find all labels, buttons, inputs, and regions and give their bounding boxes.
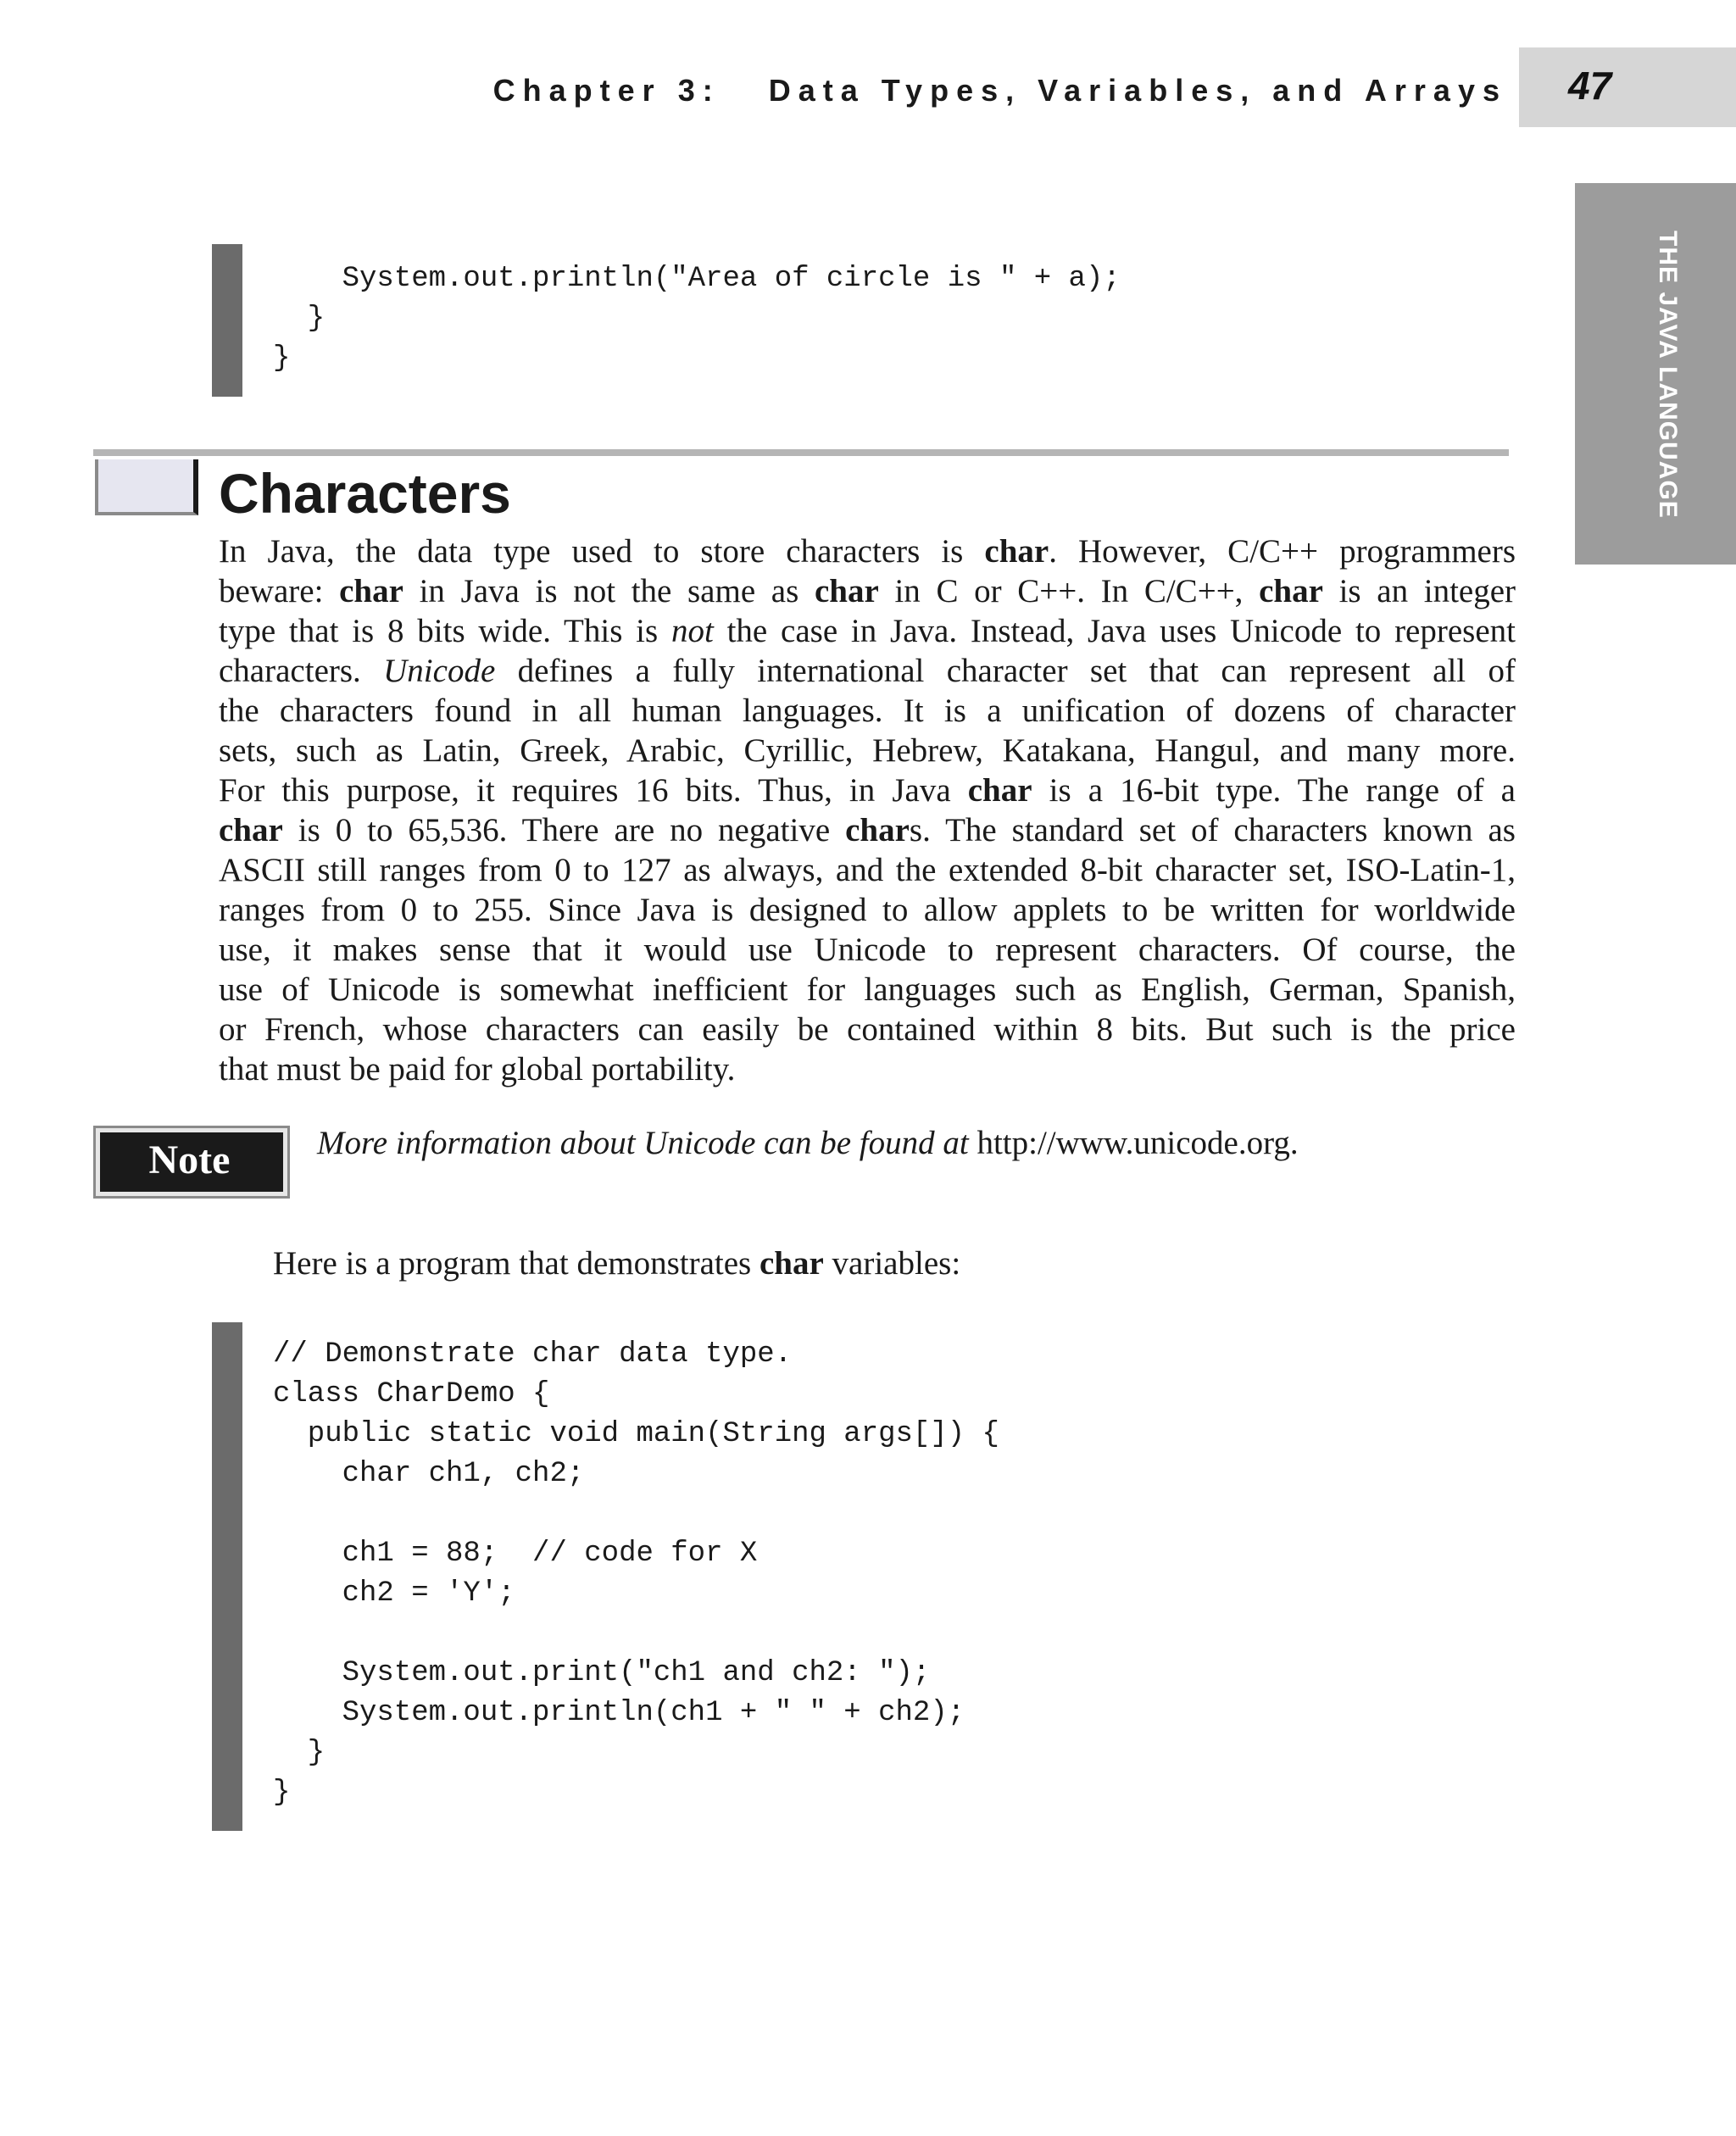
- text-run: type that is 8 bits wide. This is: [219, 613, 671, 649]
- code-bottom-line: }: [273, 1737, 326, 1769]
- page-number: 47: [1568, 64, 1612, 108]
- paragraph-line: [219, 571, 1516, 611]
- code-bottom-line: }: [273, 1777, 291, 1809]
- text-run: sets, such as Latin, Greek, Arabic, Cyrillic, Hebrew, Katakana, Hangul, and many more.: [219, 732, 1516, 769]
- code-bottom-line: System.out.println(ch1 + " " + ch2);: [273, 1697, 965, 1729]
- note-url: http://www.unicode.org.: [976, 1125, 1299, 1161]
- text-run: the characters found in all human languages. It is a unification of dozens of character: [219, 693, 1516, 729]
- section-paragraph: [219, 531, 1516, 1089]
- code-bottom-line: class CharDemo {: [273, 1378, 550, 1410]
- text-run: use, it makes sense that it would use Unicode to represent characters. Of course, the: [219, 932, 1516, 968]
- keyword: char: [219, 812, 283, 848]
- text-run: is 0 to 65,536. There are no negative: [282, 812, 846, 848]
- paragraph-line: [219, 531, 1516, 571]
- text-run: ASCII still ranges from 0 to 127 as always, and the extended 8-bit character set, ISO-Latin-1,: [219, 852, 1516, 888]
- code-top-line: System.out.println("Area of circle is " + a);: [273, 263, 1121, 295]
- note-badge: [93, 1126, 290, 1199]
- text-run: is an integer: [1322, 573, 1516, 609]
- paragraph-line: [219, 850, 1516, 890]
- code-block-bottom: [273, 1335, 999, 1813]
- paragraph-line: [219, 930, 1516, 970]
- side-tab: [1575, 183, 1736, 565]
- text-run: in Java is not the same as: [403, 573, 815, 609]
- intro-text: Here is a program that demonstrates: [273, 1245, 760, 1282]
- text-run: the case in Java. Instead, Java uses Unicode to represent: [713, 613, 1516, 649]
- note-text: [317, 1124, 1299, 1162]
- keyword: char: [984, 533, 1049, 570]
- text-run: For this purpose, it requires 16 bits. Thus, in Java: [219, 772, 968, 809]
- side-tab-label: THE JAVA LANGUAGE: [1654, 231, 1682, 519]
- keyword: char: [845, 812, 910, 848]
- paragraph-line: [219, 770, 1516, 810]
- code-bottom-bar: [212, 1322, 242, 1831]
- code-bottom-line: public static void main(String args[]) {: [273, 1418, 999, 1450]
- text-run: s. The standard set of characters known as: [909, 812, 1516, 848]
- text-run: in C or C++. In C/C++,: [878, 573, 1260, 609]
- text-run: beware:: [219, 573, 340, 609]
- paragraph-line: [219, 651, 1516, 691]
- text-run: characters.: [219, 653, 384, 689]
- keyword: char: [814, 573, 879, 609]
- keyword: char: [967, 772, 1032, 809]
- section-marker: [95, 459, 198, 515]
- text-run: ranges from 0 to 255. Since Java is designed to allow applets to be written for worldwide: [219, 892, 1516, 928]
- section-title: Characters: [219, 462, 511, 525]
- note-label: Note: [100, 1132, 283, 1192]
- page-number-box: [1519, 47, 1736, 127]
- code-bottom-line: // Demonstrate char data type.: [273, 1338, 793, 1371]
- code-bottom-line: ch2 = 'Y';: [273, 1577, 515, 1610]
- paragraph-line: [219, 1049, 1516, 1089]
- intro-text-end: variables:: [823, 1245, 961, 1282]
- code-top-line: }: [273, 342, 291, 375]
- paragraph-line: [219, 691, 1516, 731]
- text-run: use of Unicode is somewhat inefficient for languages such as English, German, Spanish,: [219, 971, 1516, 1008]
- paragraph-line: [219, 810, 1516, 850]
- paragraph-line: [219, 731, 1516, 770]
- code-bottom-line: [273, 1494, 999, 1534]
- paragraph-line: [219, 890, 1516, 930]
- paragraph-line: [219, 1010, 1516, 1049]
- code-top-bar: [212, 244, 242, 397]
- code-bottom-line: System.out.print("ch1 and ch2: ");: [273, 1657, 931, 1689]
- code-block-top: [273, 259, 1121, 379]
- text-run: . However, C/C++ programmers: [1049, 533, 1516, 570]
- code-bottom-line: ch1 = 88; // code for X: [273, 1538, 758, 1570]
- code-top-line: }: [273, 303, 326, 335]
- running-head: Chapter 3: Data Types, Variables, and Arrays: [492, 73, 1507, 108]
- keyword: char: [1259, 573, 1323, 609]
- intro-keyword: char: [759, 1245, 824, 1282]
- emphasis: not: [670, 613, 714, 649]
- text-run: In Java, the data type used to store characters is: [219, 533, 985, 570]
- code-bottom-line: char ch1, ch2;: [273, 1458, 585, 1490]
- emphasis: Unicode: [383, 653, 496, 689]
- code-bottom-line: [273, 1614, 999, 1654]
- text-run: that must be paid for global portability.: [219, 1051, 736, 1087]
- program-intro: [273, 1244, 960, 1282]
- text-run: or French, whose characters can easily be contained within 8 bits. But such is the price: [219, 1011, 1516, 1048]
- note-text-italic: More information about Unicode can be found at: [317, 1125, 977, 1161]
- paragraph-line: [219, 970, 1516, 1010]
- text-run: is a 16-bit type. The range of a: [1032, 772, 1516, 809]
- text-run: defines a fully international character set that can represent all of: [495, 653, 1516, 689]
- keyword: char: [339, 573, 403, 609]
- paragraph-line: [219, 611, 1516, 651]
- section-rule: [93, 449, 1509, 456]
